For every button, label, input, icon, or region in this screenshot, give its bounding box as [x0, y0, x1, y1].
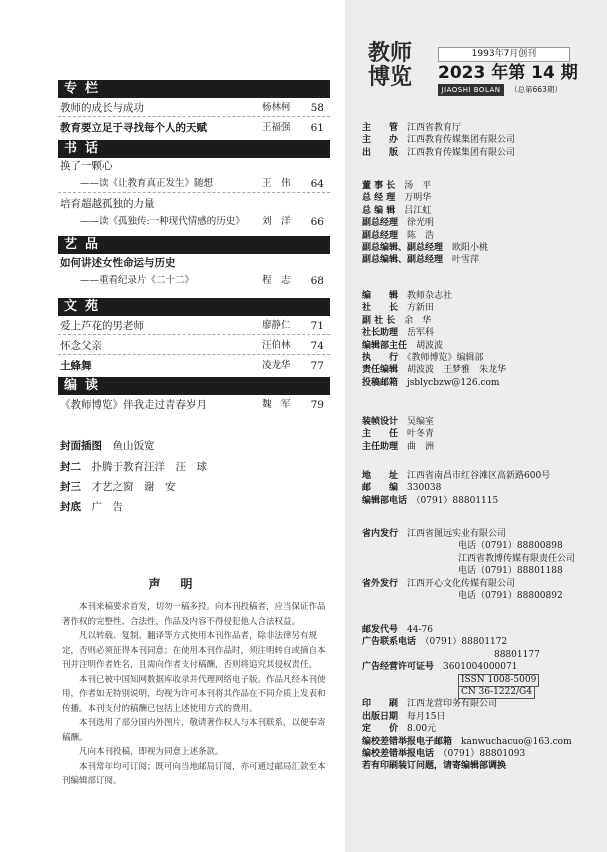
imprint-value: 江西省教育厅 [398, 123, 462, 133]
imprint-label: 定 价 [362, 724, 399, 735]
toc-title: 教育要立足于寻找每个人的天赋 [60, 122, 207, 134]
imprint-value: 江西省图远实业有限公司 [398, 529, 507, 539]
imprint-value: 电话（0791）88800898 [458, 541, 563, 552]
cover-credit [60, 479, 176, 494]
notice-paragraph: 本刊选用了部分国内外图片，敬请著作权人与本刊联系，以便奉寄稿酬。 [62, 718, 326, 743]
imprint-value: 欧阳小桃 [443, 243, 489, 253]
imprint-value: 吴编室 [398, 417, 435, 427]
imprint-label: 出 版 [362, 147, 399, 158]
toc-title: 如何讲述女性命运与历史 [60, 257, 176, 269]
imprint-value: 电话（0791）88801188 [458, 566, 563, 577]
imprint-row [362, 364, 506, 376]
imprint-row [410, 590, 563, 602]
imprint-label: 编校差错举报电子邮箱 [362, 736, 453, 747]
imprint-label: 出版日期 [362, 711, 399, 722]
imprint-row [362, 661, 517, 673]
toc-title: 换了一颗心 [60, 160, 113, 172]
imprint-value: 88801177 [458, 649, 540, 660]
notice-title: 声 明 [148, 577, 197, 591]
total-issue: （总第663期） [510, 85, 562, 94]
imprint-value: 胡波波 [407, 340, 444, 351]
divider [58, 354, 330, 355]
imprint-value: 汤 平 [395, 181, 432, 191]
section-heading: 专栏 [58, 80, 330, 98]
imprint-row [362, 748, 525, 760]
toc-title: ——读《让教育真正发生》随想 [80, 178, 214, 189]
imprint-row [410, 553, 575, 565]
imprint-label: 执 行 [362, 353, 399, 363]
imprint-label: 副总经理 [362, 218, 399, 229]
imprint-label: 若有印刷装订问题，请寄编辑部调换 [362, 761, 507, 772]
cover-credit-text: 鱼山饭宽 [102, 440, 155, 452]
imprint-label: 编校差错举报电话 [362, 749, 435, 759]
imprint-value: kanwuchacuo@163.com [452, 736, 572, 747]
imprint-label: 主 办 [362, 135, 399, 146]
toc-author: 廖静仁 [262, 320, 291, 331]
imprint-label: 董 事 长 [362, 181, 396, 191]
imprint-value: 叶雪萍 [443, 255, 480, 266]
imprint-label: 编辑部主任 [362, 340, 408, 351]
toc-page: 58 [310, 102, 324, 114]
imprint-row [362, 242, 488, 254]
imprint-label: 主任助理 [362, 441, 399, 452]
imprint-label: 装帧设计 [362, 417, 399, 427]
toc-title: 怀念父亲 [60, 340, 102, 352]
imprint-row [410, 565, 563, 577]
imprint-label: 主 管 [362, 123, 399, 133]
imprint-value: 岳军科 [398, 328, 435, 339]
notice-paragraph: 凡以转载、复制、翻译等方式使用本刊作品者，除非法律另有规定，否则必须征得本刊同意；在使用本刊作品时，须注明转自或摘自本刊并注明作者姓名，且需向作者支付稿酬，否则将追究其侵权责任。 [62, 631, 326, 670]
imprint-row [362, 327, 434, 339]
imprint-value: ISSN 1008-5009 [458, 674, 539, 687]
divider [58, 334, 330, 335]
imprint-row [362, 428, 434, 440]
imprint-value: 江西龙营印务有限公司 [398, 699, 498, 710]
cover-credit-label: 封面插图 [60, 440, 102, 452]
toc-author: 王 伟 [262, 178, 291, 189]
imprint-label: 总 经 理 [362, 193, 396, 204]
imprint-label: 广告经营许可证号 [362, 662, 435, 673]
imprint-row [362, 636, 507, 648]
imprint-label: 编辑部电话 [362, 495, 408, 506]
imprint-row [362, 147, 515, 159]
imprint-value: （0791）88801115 [407, 495, 499, 506]
imprint-row [362, 230, 434, 242]
imprint-row [362, 482, 441, 494]
imprint-value: 万明华 [395, 193, 432, 204]
imprint-value: 吕江虹 [395, 205, 432, 216]
imprint-label: 省内发行 [362, 529, 399, 539]
imprint-row [362, 302, 434, 314]
imprint-value: 江西省南昌市红谷滩区高新路600号 [398, 471, 551, 481]
imprint-row [362, 122, 461, 134]
cover-credit [60, 459, 207, 474]
imprint-value: 江西开心文化传媒有限公司 [398, 578, 516, 589]
notice-paragraph: 本刊已被中国知网数据库收录并代理网络电子版。作品凡经本刊使用，作者如无特别说明，均视为许可本刊将其作品在不同介质上发表和传播。本刊支付的稿酬已包括上述使用方式的费用。 [62, 674, 326, 714]
imprint-row [362, 217, 434, 229]
toc-page: 79 [310, 399, 324, 411]
imprint-row [362, 760, 515, 772]
notice-paragraph: 本刊来稿要求首发，切勿一稿多投。向本刊投稿者，应当保证作品著作权的完整性、合法性，作品及内容不得侵犯他人合法权益。 [62, 602, 326, 627]
imprint-label: 编 辑 [362, 291, 399, 301]
imprint-value: 江西教育传媒集团有限公司 [398, 135, 516, 146]
section-heading: 书话 [58, 140, 330, 158]
section-heading: 编读 [58, 377, 330, 395]
imprint-row [362, 352, 484, 364]
imprint-value: 曲 洲 [398, 441, 435, 452]
toc-title: 培育超越孤独的力量 [60, 198, 155, 210]
imprint-row [362, 290, 452, 302]
imprint-value: CN 36-1222/G4 [458, 686, 535, 699]
imprint-row [362, 377, 499, 389]
imprint-row [362, 698, 497, 710]
section-heading: 艺品 [58, 236, 330, 254]
toc-author: 汪伯林 [262, 340, 291, 351]
logo-english: JIAOSHI BOLAN [438, 84, 504, 96]
imprint-value: 方新田 [398, 303, 435, 314]
toc-title: ——重看纪录片《二十二》 [80, 275, 195, 286]
imprint-row [362, 624, 433, 636]
imprint-value: 江西省教博传媒有限责任公司 [458, 553, 576, 564]
imprint-row [362, 495, 498, 507]
imprint-label: 地 址 [362, 471, 399, 481]
toc-author: 程 志 [262, 275, 291, 286]
imprint-value: 电话（0791）88800892 [458, 591, 563, 601]
imprint-value: 余 华 [395, 315, 432, 326]
imprint-value: 《教师博览》编辑部 [398, 353, 484, 363]
imprint-value: 叶冬青 [398, 429, 435, 440]
imprint-label: 社 长 [362, 303, 399, 314]
cover-credit-label: 封底 [60, 501, 81, 513]
toc-author: 刘 洋 [262, 216, 291, 227]
founded-date: 1993年7月创刊 [438, 47, 570, 62]
section-heading: 文苑 [58, 298, 330, 316]
imprint-label: 投稿邮箱 [362, 377, 399, 388]
imprint-label: 社长助理 [362, 328, 399, 339]
imprint-row [362, 470, 550, 482]
notice-paragraph: 本刊常年均可订阅；既可向当地邮局订阅，亦可通过邮局汇款至本刊编辑部订阅。 [62, 761, 326, 786]
imprint-label: 印 刷 [362, 699, 399, 710]
imprint-value: （0791）88801172 [416, 637, 508, 648]
imprint-value: 44-76 [398, 625, 433, 635]
imprint-label: 副总编辑、副总经理 [362, 255, 444, 266]
cover-credit-text: 广 告 [81, 501, 123, 513]
imprint-label: 广告联系电话 [362, 637, 417, 648]
imprint-label: 副总编辑、副总经理 [362, 243, 444, 253]
imprint-row [362, 134, 515, 146]
imprint-row [362, 180, 431, 192]
toc-page: 61 [310, 122, 324, 134]
imprint-row [410, 540, 563, 552]
imprint-value: 8.00元 [398, 724, 437, 735]
imprint-value: 江西教育传媒集团有限公司 [398, 147, 516, 158]
magazine-logo: 教师 博览 [368, 41, 413, 90]
toc-author: 凌龙华 [262, 360, 291, 371]
cover-credit-label: 封三 [60, 481, 81, 493]
imprint-label: 责任编辑 [362, 365, 399, 376]
cover-credit-label: 封二 [60, 461, 81, 473]
imprint-label: 邮 编 [362, 483, 399, 494]
cover-credit [60, 438, 155, 453]
issue-number: 2023 年第 14 期 [438, 63, 578, 83]
imprint-value: （0791）88801093 [434, 749, 526, 759]
imprint-row [362, 578, 515, 590]
imprint-label: 副 社 长 [362, 315, 396, 326]
imprint-value [506, 760, 515, 772]
imprint-row [362, 723, 436, 735]
toc-title: 教师的成长与成功 [60, 102, 144, 114]
imprint-label: 副总经理 [362, 230, 399, 241]
imprint-row [362, 205, 431, 217]
toc-author: 王福强 [262, 122, 291, 133]
imprint-row [362, 315, 431, 327]
imprint-row [362, 416, 434, 428]
divider [58, 116, 330, 117]
imprint-row [362, 736, 572, 748]
imprint-value: jsblycbzw@126.com [398, 377, 500, 388]
imprint-row [362, 340, 443, 352]
imprint-row [362, 192, 431, 204]
imprint-row [362, 441, 434, 453]
toc-page: 71 [310, 320, 324, 332]
imprint-label: 省外发行 [362, 578, 399, 589]
toc-title: 爱上芦花的男老师 [60, 320, 144, 332]
toc-author: 杨林柯 [262, 102, 291, 113]
imprint-row [410, 649, 540, 661]
toc-page: 66 [310, 216, 324, 228]
imprint-value: 胡波波 王梦雅 朱龙华 [398, 365, 507, 376]
imprint-row [362, 528, 506, 540]
imprint-value: 每月15日 [398, 711, 446, 722]
toc-author: 魏 军 [262, 399, 291, 410]
imprint-row [410, 674, 539, 687]
imprint-value: 330038 [398, 483, 442, 494]
cover-credit-text: 才艺之窗 谢 安 [81, 481, 176, 493]
cover-credit-text: 扑腾于教育汪洋 汪 球 [81, 461, 207, 473]
toc-page: 64 [310, 178, 324, 190]
imprint-label: 邮发代号 [362, 625, 399, 635]
divider [58, 192, 330, 193]
imprint-row [362, 254, 479, 266]
cover-credit [60, 499, 123, 514]
imprint-label: 主 任 [362, 429, 399, 440]
notice-body [62, 600, 330, 789]
toc-title: ——读《孤独传:一种现代情感的历史》 [80, 216, 245, 227]
imprint-value: 陈 浩 [398, 230, 435, 241]
imprint-row [362, 711, 445, 723]
toc-title: 《教师博览》伴我走过青春岁月 [60, 399, 207, 411]
imprint-value: 教师杂志社 [398, 291, 453, 301]
imprint-label: 总 编 辑 [362, 205, 396, 216]
imprint-value: 3601004000071 [434, 662, 518, 673]
toc-page: 77 [310, 360, 324, 372]
notice-paragraph: 凡向本刊投稿，即视为同意上述条款。 [79, 747, 224, 757]
imprint-row [410, 686, 535, 699]
imprint-value: 徐光明 [398, 218, 435, 229]
toc-page: 68 [310, 275, 324, 287]
toc-title: 土蜂舞 [60, 360, 92, 372]
toc-page: 74 [310, 340, 324, 352]
